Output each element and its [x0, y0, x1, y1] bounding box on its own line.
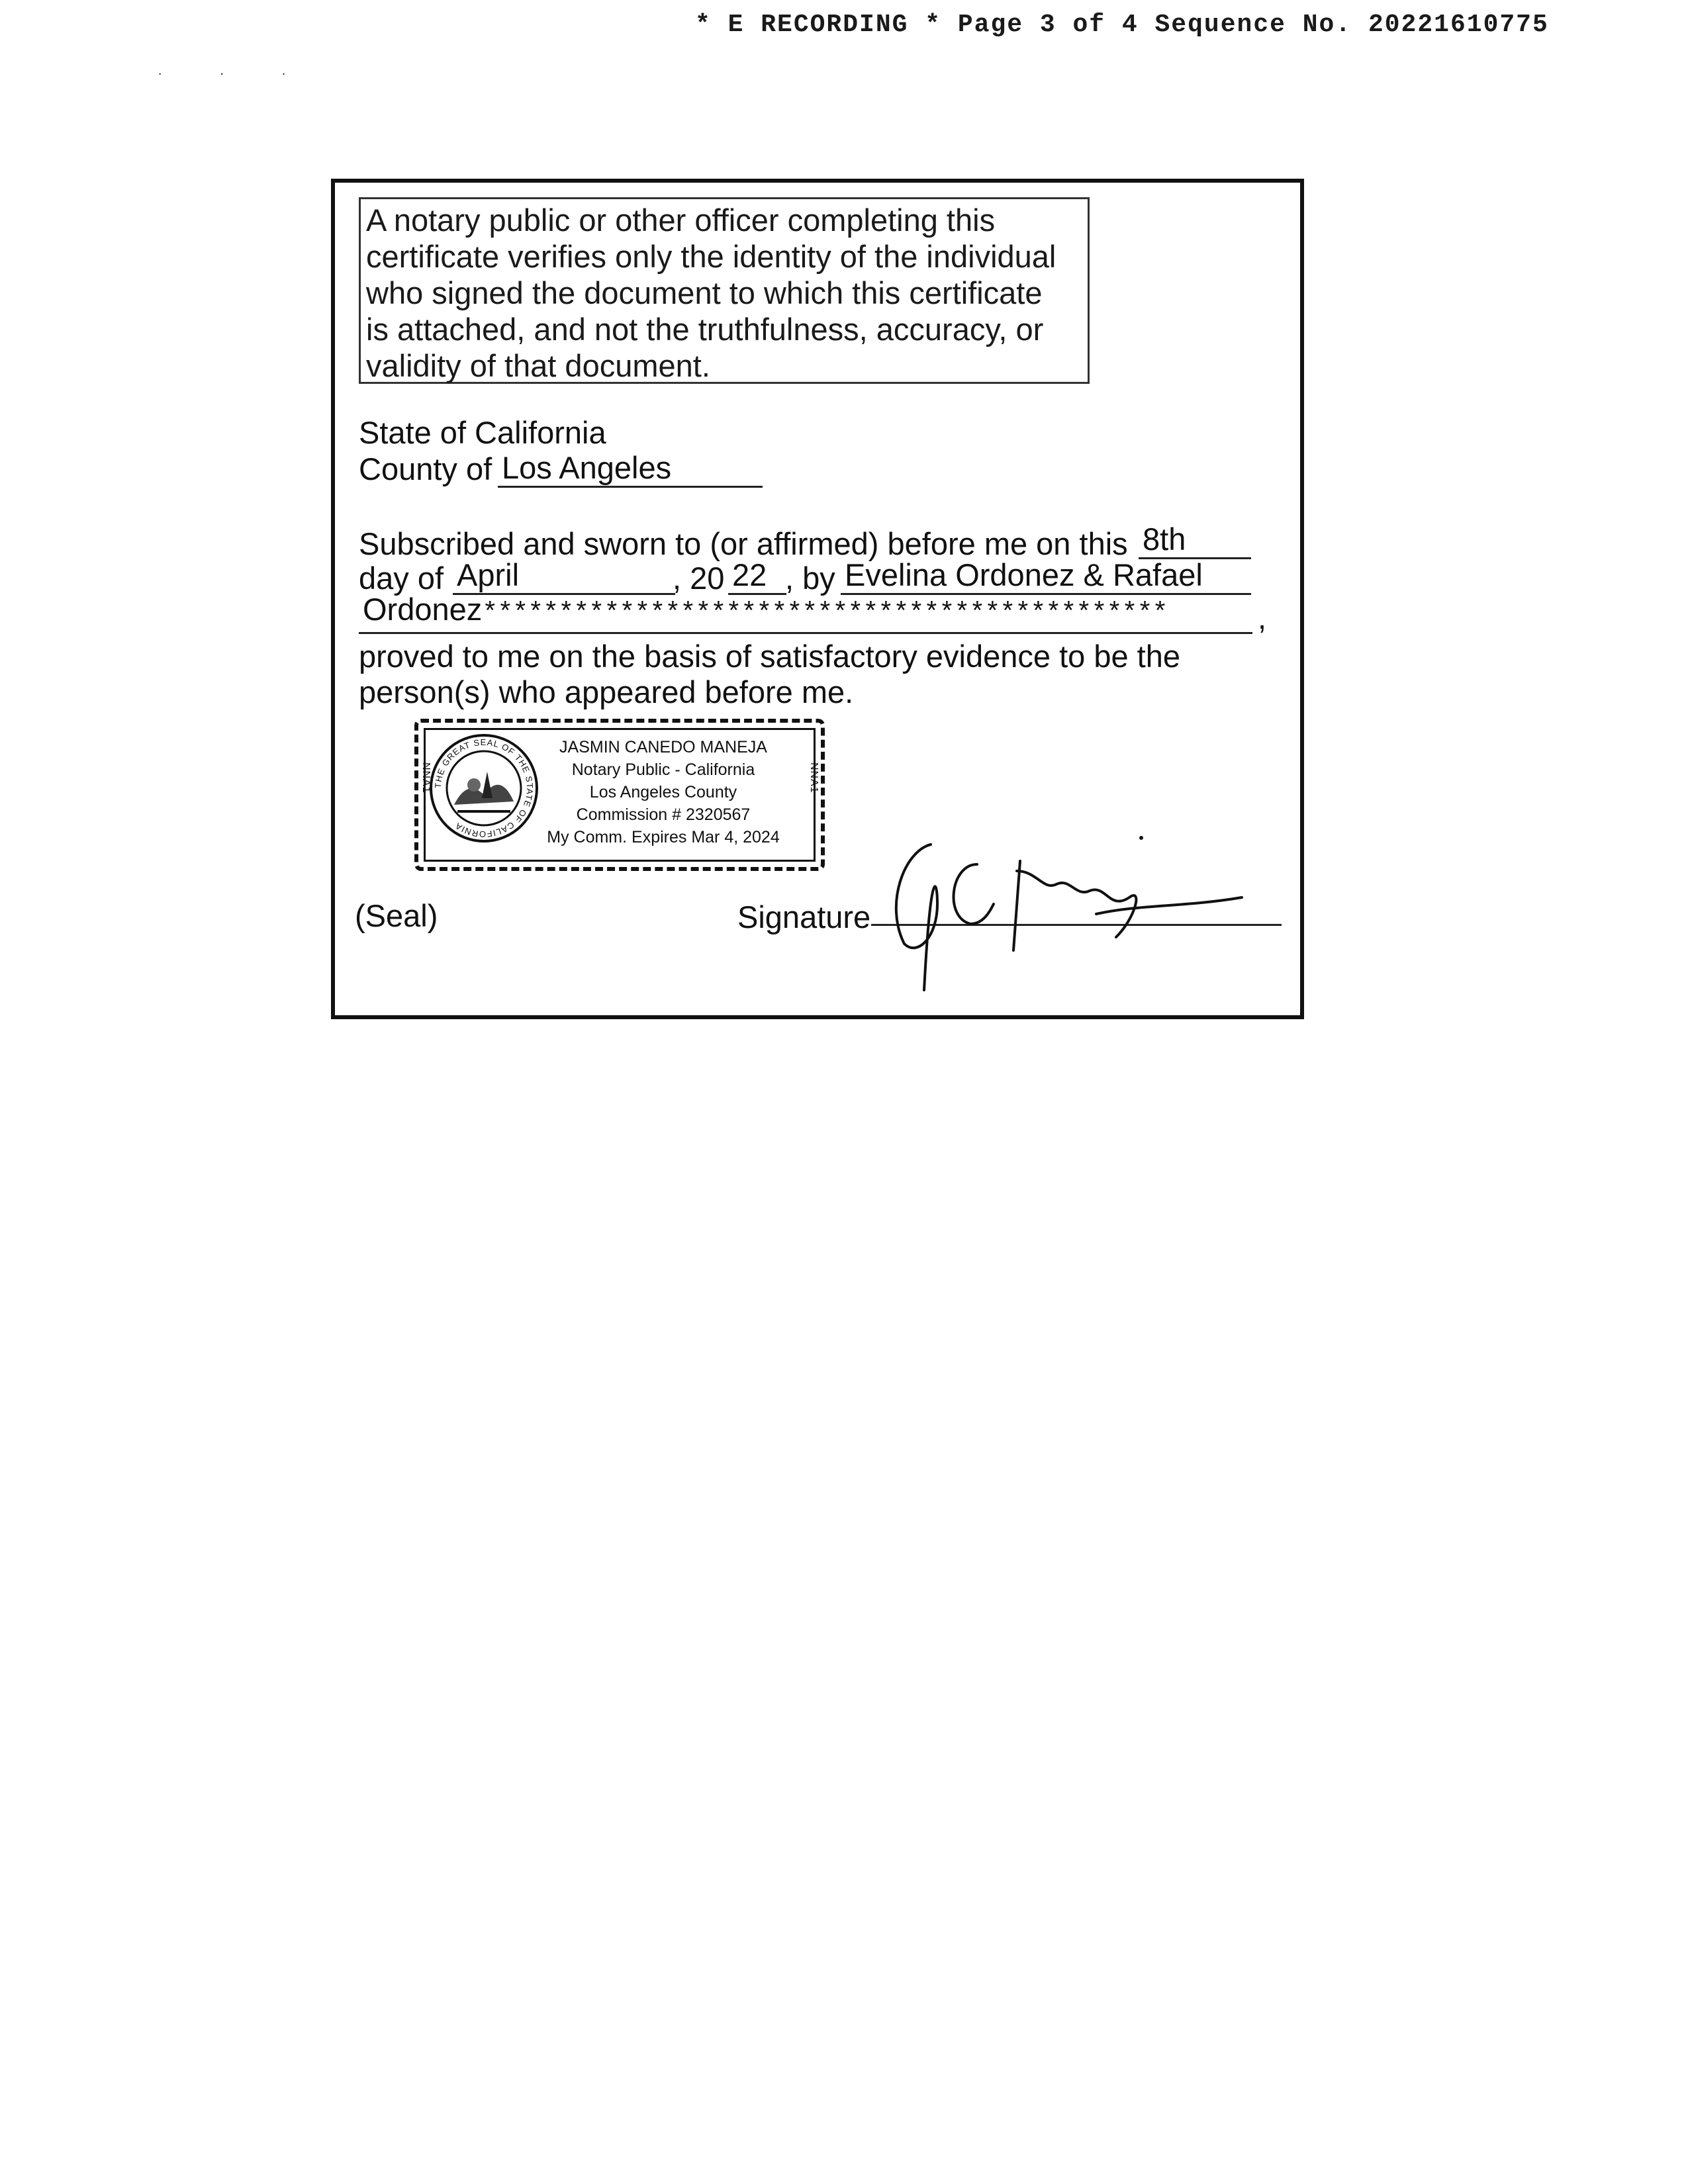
- notary-commission: Commission # 2320567: [576, 805, 751, 824]
- notary-certificate: [331, 179, 1304, 1019]
- seal-emblem-text: THE GREAT SEAL OF THE STATE OF CALIFORNIA: [432, 737, 536, 840]
- year-field: 22: [728, 557, 786, 595]
- scan-specks: · · ·: [158, 65, 313, 81]
- month-field: April: [453, 557, 675, 595]
- county-field: Los Angeles: [498, 450, 763, 488]
- proved-line-1: proved to me on the basis of satisfactory evidence to be the: [359, 639, 1181, 674]
- disclaimer-box: [359, 197, 1090, 384]
- seal-label: (Seal): [355, 898, 438, 933]
- names-field: Evelina Ordonez & Rafael: [841, 557, 1251, 595]
- trailing-comma: ,: [1258, 600, 1267, 635]
- disclaimer-line: who signed the document to which this certificate: [366, 275, 1043, 310]
- notary-county: Los Angeles County: [589, 783, 737, 801]
- names-continued: Ordonez: [363, 592, 483, 627]
- sworn-text: Subscribed and sworn to (or affirmed) before me on this: [359, 526, 1128, 561]
- notary-name: JASMIN CANEDO MANEJA: [559, 738, 767, 756]
- county-label: County of: [359, 451, 492, 486]
- california-seal-icon: [428, 732, 540, 844]
- year-prefix: , 20: [673, 561, 725, 596]
- recording-header: * E RECORDING * Page 3 of 4 Sequence No. 20221610775: [695, 11, 1549, 39]
- day-of-label: day of: [359, 561, 444, 596]
- by-label: , by: [785, 561, 835, 596]
- proved-line-2: person(s) who appeared before me.: [359, 674, 854, 709]
- disclaimer-line: validity of that document.: [366, 348, 710, 383]
- notary-seal-stamp: [414, 719, 825, 871]
- seal-side-id-right: NNA1: [808, 762, 820, 794]
- names-continued-field: [359, 592, 1252, 634]
- disclaimer-line: A notary public or other officer completing this: [366, 203, 996, 238]
- state-line: State of California: [359, 415, 606, 450]
- filler-stars: *********************************************: [482, 599, 1168, 629]
- notary-expiration: My Comm. Expires Mar 4, 2024: [547, 828, 780, 846]
- disclaimer-line: certificate verifies only the identity of the individual: [366, 239, 1056, 274]
- seal-side-id-left: NNA1: [420, 762, 432, 794]
- disclaimer-line: is attached, and not the truthfulness, accuracy, or: [366, 312, 1044, 347]
- handwritten-signature: [878, 825, 1288, 1023]
- day-field: 8th: [1139, 522, 1251, 559]
- signature-label: Signature: [737, 899, 871, 934]
- notary-title: Notary Public - California: [571, 760, 755, 779]
- seal-text: [531, 736, 796, 848]
